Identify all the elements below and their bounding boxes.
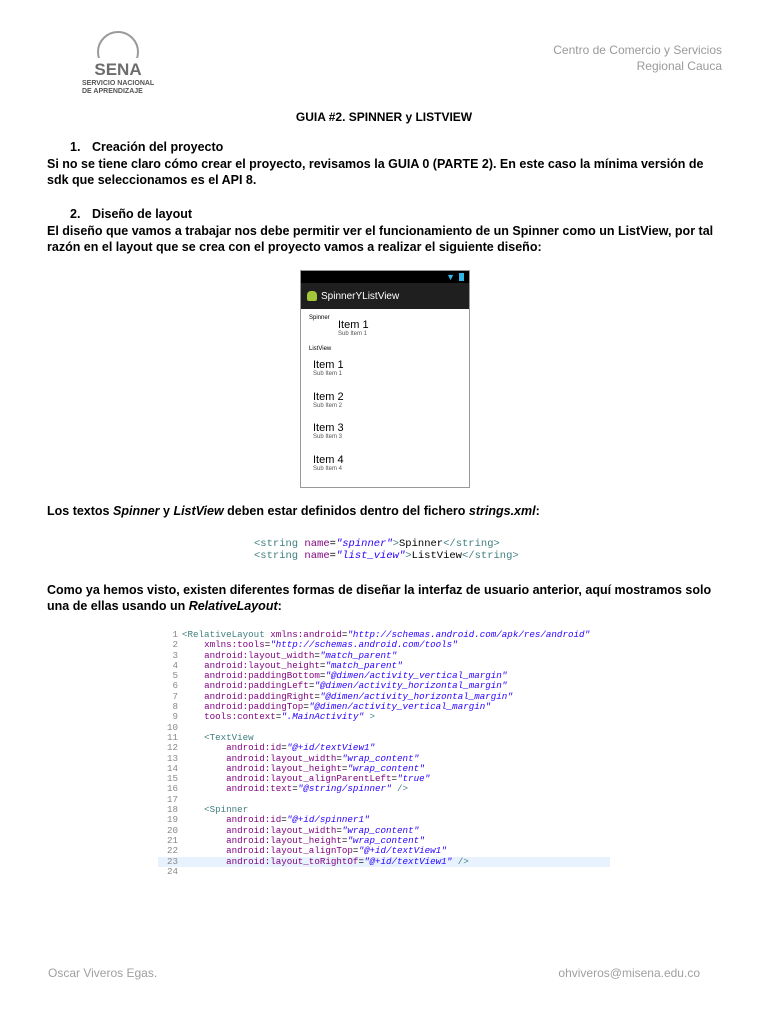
list-item-title: Item 2: [313, 390, 344, 403]
section1-number: 1.: [70, 140, 81, 154]
line-number: 10: [166, 721, 178, 733]
code-line: [158, 784, 610, 794]
list-item[interactable]: [313, 454, 344, 486]
line-number: 24: [166, 865, 178, 877]
code-line: [158, 867, 610, 877]
strings-code-line: <string name="spinner">Spinner</string>: [254, 538, 500, 550]
intro-text: Como ya hemos visto, existen diferentes formas de diseñar la interfaz de usuario anterior, aquí mostramos solo una de ellas usando un: [47, 583, 712, 613]
list-item-sub: Sub Item 4: [313, 465, 343, 472]
code-text: android:paddingLeft="@dimen/activity_horizontal_margin": [204, 680, 508, 692]
list-view[interactable]: [313, 359, 344, 485]
intro-term-listview: ListView: [173, 504, 224, 518]
list-item-title: Item 3: [313, 422, 344, 434]
section2-number: 2.: [70, 207, 81, 221]
line-number: 4: [172, 659, 178, 671]
code-text: <TextView: [204, 731, 254, 743]
section2-text: El diseño que vamos a trabajar nos debe permitir ver el funcionamiento de un Spinner como un ListView, por tal razón en el layout que se crea con el proyecto vamos a realizar el siguiente diseño:: [47, 224, 714, 254]
list-item[interactable]: [313, 359, 344, 391]
line-number: 3: [172, 649, 178, 661]
intro-text: deben estar definidos dentro del fichero: [223, 504, 469, 518]
strings-intro: [47, 503, 727, 519]
code-text: android:layout_width="wrap_content": [226, 824, 420, 836]
footer-email[interactable]: ohviveros@misena.edu.co: [558, 966, 700, 980]
code-text: android:layout_alignParentLeft="true": [226, 773, 431, 785]
code-text: tools:context=".MainActivity" >: [204, 711, 375, 723]
line-number: 12: [166, 742, 178, 754]
phone-screenshot: [300, 270, 470, 488]
code-text: android:id="@+id/textView1": [226, 742, 375, 754]
code-text: <RelativeLayout xmlns:android="http://schemas.android.com/apk/res/android": [182, 629, 591, 640]
list-item-sub: Sub Item 2: [313, 402, 343, 409]
spinner-item-title: Item 1: [338, 319, 369, 331]
intro-term-spinner: Spinner: [113, 504, 160, 518]
code-text: android:layout_height="wrap_content": [226, 834, 425, 846]
line-number: 18: [166, 804, 178, 816]
logo-wordmark: SENA: [94, 60, 142, 79]
logo-caption-line2: DE APRENDIZAJE: [82, 88, 143, 95]
section2-heading: Diseño de layout: [92, 207, 193, 221]
wifi-icon: ▼: [446, 272, 455, 282]
code-text: android:id="@+id/spinner1": [226, 814, 370, 826]
line-number: 23: [166, 855, 178, 867]
phone-content: [301, 309, 469, 485]
layout-intro: [47, 582, 727, 614]
list-item-title: Item 4: [313, 453, 344, 466]
line-number: 21: [166, 834, 178, 846]
line-number: 17: [166, 793, 178, 805]
header-line1: Centro de Comercio y Servicios: [553, 43, 722, 57]
action-bar: [301, 283, 469, 309]
list-item[interactable]: [313, 422, 344, 454]
intro-text: :: [535, 504, 540, 518]
line-number: 2: [172, 639, 178, 651]
code-text: android:layout_width="wrap_content": [226, 752, 420, 764]
header-institution: [553, 42, 722, 74]
intro-text: y: [159, 504, 174, 518]
code-text: android:layout_height="wrap_content": [226, 762, 425, 774]
code-text: android:paddingBottom="@dimen/activity_vertical_margin": [204, 670, 508, 682]
intro-filename: strings.xml: [468, 504, 536, 518]
section1-text: Si no se tiene claro cómo crear el proyecto, revisamos la GUIA 0 (PARTE 2). En este caso la mínima versión de sdk que seleccionamos es el API 8.: [47, 157, 704, 187]
header-line2: Regional Cauca: [636, 59, 722, 73]
spinner-label: Spinner: [309, 315, 330, 321]
line-number: 9: [172, 711, 178, 723]
code-line: [158, 857, 610, 867]
line-number: 22: [166, 845, 178, 857]
intro-text: Los textos: [47, 504, 113, 518]
spinner[interactable]: [338, 319, 369, 337]
code-line: [158, 712, 610, 722]
code-text: android:paddingRight="@dimen/activity_horizontal_margin": [204, 690, 513, 702]
line-number: 14: [166, 762, 178, 774]
line-number: 6: [172, 680, 178, 692]
intro-term-relativelayout: RelativeLayout: [188, 599, 278, 613]
list-item-sub: Sub Item 3: [313, 434, 343, 440]
line-number: 16: [166, 783, 178, 795]
logo-caption-line1: SERVICIO NACIONAL: [82, 80, 155, 87]
line-number: 13: [166, 752, 178, 764]
line-number: 7: [172, 690, 178, 702]
list-item-title: Item 1: [313, 359, 344, 371]
listview-label: ListView: [309, 346, 332, 352]
line-number: 20: [166, 824, 178, 836]
line-number: 1: [172, 629, 178, 640]
line-number: 5: [172, 670, 178, 682]
code-text: android:layout_alignTop="@+id/textView1": [226, 845, 447, 857]
battery-icon: [459, 273, 464, 281]
code-text: android:layout_toRightOf="@+id/textView1" />: [226, 855, 469, 867]
line-number: 19: [166, 814, 178, 826]
document-title: GUIA #2. SPINNER y LISTVIEW: [295, 110, 473, 124]
code-text: android:text="@string/spinner" />: [226, 783, 409, 795]
android-app-icon: [307, 291, 317, 301]
intro-text: :: [277, 599, 282, 613]
code-text: <Spinner: [204, 804, 249, 816]
code-text: android:paddingTop="@dimen/activity_vertical_margin": [204, 701, 491, 713]
app-title: SpinnerYListView: [321, 290, 400, 302]
status-bar: [301, 271, 469, 283]
line-number: 11: [166, 731, 178, 743]
spinner-item-sub: Sub Item 1: [338, 331, 368, 337]
section1-heading: Creación del proyecto: [92, 140, 224, 154]
footer-author: Oscar Viveros Egas.: [48, 966, 158, 980]
list-item[interactable]: [313, 391, 344, 423]
code-text: android:layout_width="match_parent": [204, 649, 398, 661]
logo-caption: [82, 80, 162, 96]
code-text: xmlns:tools="http://schemas.android.com/tools": [204, 639, 458, 651]
strings-code-block: [254, 538, 519, 562]
line-number: 15: [166, 773, 178, 785]
xml-code-listing: [158, 630, 610, 877]
code-text: android:layout_height="match_parent": [204, 659, 403, 671]
strings-code-line: <string name="list_view">ListView</string>: [254, 550, 519, 562]
line-number: 8: [172, 701, 178, 713]
list-item-sub: Sub Item 1: [313, 371, 343, 377]
